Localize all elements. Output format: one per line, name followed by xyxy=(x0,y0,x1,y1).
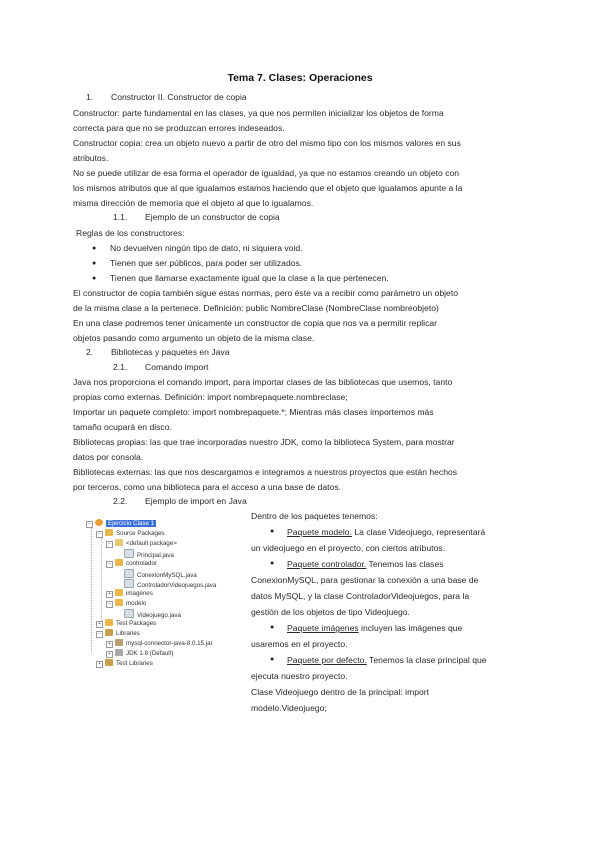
tree-node-project[interactable] xyxy=(86,519,156,529)
collapse-toggle-icon[interactable]: − xyxy=(96,631,103,638)
paragraph-line: Constructor copia: crea un objeto nuevo a partir de otro del mismo tipo con los mismos valores en sus xyxy=(73,138,461,148)
project-tree xyxy=(86,519,238,669)
paragraph-line: Java nos proporciona el comando import, para importar clases de las bibliotecas que usemos, tanto xyxy=(73,377,453,387)
paragraph-line: Clase Videojuego dentro de la principal: import xyxy=(251,687,430,697)
paragraph-line: Constructor: parte fundamental en las clases, ya que nos permiten inicializar los objetos de forma xyxy=(73,108,444,118)
package-imagenes-text: incluyen las imágenes que xyxy=(358,623,463,633)
paragraph-line: Bibliotecas propias: las que trae incorporadas nuestro JDK, como la biblioteca System, para mostrar xyxy=(73,437,455,447)
tree-node-project-label: Ejercicio Clase 1 xyxy=(108,520,155,527)
section-1-1-heading: Ejemplo de un constructor de copia xyxy=(145,212,280,222)
collapse-toggle-icon[interactable]: − xyxy=(86,521,93,528)
tree-node-label: Source Packages xyxy=(116,530,165,537)
paragraph-line: Importar un paquete completo: import nombrepaquete.*; Mientras más clases importemos más xyxy=(73,407,434,417)
collapse-toggle-icon[interactable]: − xyxy=(106,541,113,548)
bullet-icon: ● xyxy=(92,260,97,267)
tree-node-libraries[interactable] xyxy=(96,629,140,639)
jar-icon xyxy=(115,639,123,646)
tree-node-conexion[interactable] xyxy=(124,569,197,579)
collapse-toggle-icon[interactable]: − xyxy=(106,561,113,568)
section-2-1-number: 2.1. xyxy=(113,362,128,372)
package-icon xyxy=(115,539,123,546)
project-icon xyxy=(95,519,103,526)
package-modelo xyxy=(287,524,485,540)
paragraph-line: datos por consola. xyxy=(73,452,144,462)
java-file-icon xyxy=(124,579,134,588)
tree-node-label: modelo xyxy=(126,600,147,607)
package-default-label: Paquete por defecto. xyxy=(287,655,367,665)
package-controlador xyxy=(287,556,444,572)
section-2-number: 2. xyxy=(86,347,94,357)
tree-node-jdk[interactable] xyxy=(106,649,173,659)
tree-node-label: Test Libraries xyxy=(116,660,153,667)
tree-node-controlador-videojuegos[interactable] xyxy=(124,579,216,589)
tree-node-label: Libraries xyxy=(116,630,140,637)
tree-node-label: ControladorVideojuegos.java xyxy=(137,582,217,589)
package-icon xyxy=(115,589,123,596)
tree-node-label: mysql-connector-java-8.0.15.jar xyxy=(126,640,213,647)
expand-toggle-icon[interactable]: + xyxy=(106,591,113,598)
tree-node-mysql-jar[interactable] xyxy=(106,639,213,649)
tree-node-label: controlador xyxy=(126,560,157,567)
section-1-1-number: 1.1. xyxy=(113,212,128,222)
paragraph-line: ejecuta nuestro proyecto. xyxy=(251,671,348,681)
java-file-icon xyxy=(124,569,134,578)
package-default xyxy=(287,652,487,668)
package-icon xyxy=(115,599,123,606)
paragraph-line: datos MySQL, y la clase ControladorVideojuegos, para la xyxy=(251,591,470,601)
jdk-icon xyxy=(115,649,123,656)
paragraph-line: objetos pasando como argumento un objeto de la misma clase. xyxy=(73,333,315,343)
section-2-1-heading: Comando import xyxy=(145,362,209,372)
section-1-heading: Constructor II. Constructor de copia xyxy=(111,92,247,102)
package-controlador-label: Paquete controlador. xyxy=(287,559,367,569)
section-2-heading: Bibliotecas y paquetes en Java xyxy=(111,347,230,357)
paragraph-line: correcta para que no se produzcan errores indeseados. xyxy=(73,123,285,133)
bullet-icon: ● xyxy=(270,560,275,567)
paragraph-line: misma dirección de memoria que el objeto al que lo igualamos. xyxy=(73,198,314,208)
package-controlador-text: Tenemos las clases xyxy=(366,559,444,569)
package-modelo-text: La clase Videojuego, representará xyxy=(351,527,486,537)
bullet-icon: ● xyxy=(270,656,275,663)
paragraph-line: El constructor de copia también sigue estas normas, pero éste va a recibir como parámetro un objeto xyxy=(73,288,459,298)
paragraph-line: propias como externas. Definición: import nombrepaquete.nombreclase; xyxy=(73,392,348,402)
expand-toggle-icon[interactable]: + xyxy=(106,641,113,648)
rule-item: Tienen que ser públicos, para poder ser utilizados. xyxy=(110,258,303,268)
paragraph-line: de la misma clase a la pertenece. Definición: public NombreClase (NombreClase nombreobjeto) xyxy=(73,303,439,313)
tree-node-videojuego[interactable] xyxy=(124,609,181,619)
paragraph-line: por terceros, como una biblioteca para el acceso a una base de datos. xyxy=(73,482,342,492)
bullet-icon: ● xyxy=(92,275,97,282)
tree-node-imagenes[interactable] xyxy=(106,589,153,599)
paragraph-line: tamaño ocupará en disco. xyxy=(73,422,172,432)
paragraph-line: modelo.Videojuego; xyxy=(251,703,327,713)
rule-item: No devuelven ningún tipo de dato, ni siquiera void. xyxy=(110,243,303,253)
java-file-icon xyxy=(124,549,134,558)
package-icon xyxy=(115,559,123,566)
section-2-2-number: 2.2. xyxy=(113,496,128,506)
paragraph-line: un videojuego en el proyecto, con ciertos atributos. xyxy=(251,543,445,553)
tree-node-principal[interactable] xyxy=(124,549,174,559)
packages-intro: Dentro de los paquetes tenemos: xyxy=(251,511,378,521)
paragraph-line: usaremos en el proyecto. xyxy=(251,639,348,649)
bullet-icon: ● xyxy=(270,624,275,631)
expand-toggle-icon[interactable]: + xyxy=(96,661,103,668)
paragraph-line: En una clase podremos tener únicamente un constructor de copia que nos va a permitir replicar xyxy=(73,318,438,328)
package-default-text: Tenemos la clase principal que xyxy=(366,655,487,665)
tree-node-label: ConexionMySQL.java xyxy=(137,572,197,579)
tree-guide-line xyxy=(101,537,102,621)
java-file-icon xyxy=(124,609,134,618)
tree-node-label: Test Packages xyxy=(116,620,157,627)
tree-node-label: JDK 1.8 (Default) xyxy=(126,650,174,657)
tree-node-label: Principal.java xyxy=(137,552,174,559)
bullet-icon: ● xyxy=(270,528,275,535)
tree-node-default-package[interactable] xyxy=(106,539,177,549)
folder-icon xyxy=(105,529,113,536)
package-imagenes-label: Paquete imágenes xyxy=(287,623,359,633)
section-1-number: 1. xyxy=(86,92,94,102)
bullet-icon: ● xyxy=(92,245,97,252)
tree-guide-line xyxy=(91,527,92,653)
tree-node-controlador[interactable] xyxy=(106,559,157,569)
library-icon xyxy=(105,659,113,666)
paragraph-line: Bibliotecas externas: las que nos descargamos e integramos a nuestros proyectos que están hechos xyxy=(73,467,458,477)
folder-icon xyxy=(105,619,113,626)
tree-node-test-libraries[interactable] xyxy=(96,659,153,669)
collapse-toggle-icon[interactable]: − xyxy=(96,531,103,538)
rules-intro: Reglas de los constructores: xyxy=(76,228,185,238)
package-imagenes xyxy=(287,620,462,636)
tree-node-label: imagenes xyxy=(126,590,153,597)
tree-node-modelo[interactable] xyxy=(106,599,146,609)
expand-toggle-icon[interactable]: + xyxy=(96,621,103,628)
package-modelo-label: Paquete modelo. xyxy=(287,527,352,537)
tree-node-source-packages[interactable] xyxy=(96,529,165,539)
collapse-toggle-icon[interactable]: − xyxy=(106,601,113,608)
tree-node-label: <default package> xyxy=(126,540,177,547)
paragraph-line: No se puede utilizar de esa forma el operador de igualdad, ya que no estamos creando un objeto con xyxy=(73,168,460,178)
tree-node-test-packages[interactable] xyxy=(96,619,156,629)
expand-toggle-icon[interactable]: + xyxy=(106,651,113,658)
paragraph-line: los mismos atributos que al que igualamos estamos haciendo que el objeto que igualamos apunte a la xyxy=(73,183,463,193)
rule-item: Tienen que llamarse exactamente igual que la clase a la que pertenecen. xyxy=(110,273,389,283)
paragraph-line: gestión de los objetos de tipo Videojuego. xyxy=(251,607,410,617)
tree-node-label: Videojuego.java xyxy=(137,612,181,619)
paragraph-line: ConexionMySQL, para gestionar la conexión a una base de xyxy=(251,575,479,585)
section-2-2-heading: Ejemplo de import en Java xyxy=(145,496,247,506)
paragraph-line: atributos. xyxy=(73,153,109,163)
library-icon xyxy=(105,629,113,636)
page-title: Tema 7. Clases: Operaciones xyxy=(227,72,373,84)
